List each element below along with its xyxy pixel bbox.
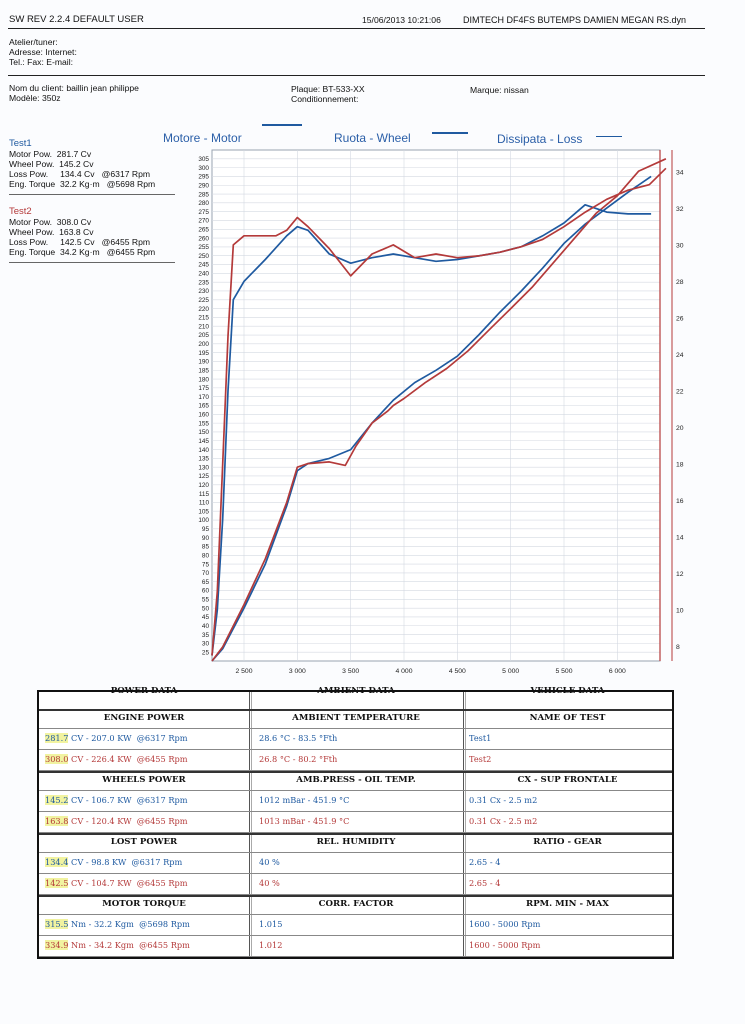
highlighted-value: 142.5 [45,878,69,888]
table-cell-ambient: 40 % [259,878,280,888]
y2-tick-label: 14 [676,534,684,542]
value-detail: CV - 120.4 KW @6455 Rpm [68,816,188,826]
y-tick-label: 270 [198,217,209,225]
highlighted-value: 134.4 [45,857,69,867]
y-tick-label: 40 [201,622,209,630]
table-column-heading: VEHICLE DATA [530,686,605,695]
y-tick-label: 35 [201,631,209,639]
y-tick-label: 85 [201,543,209,551]
table-cell-ambient: 1013 mBar - 451.9 °C [259,816,350,826]
y-tick-label: 210 [198,323,209,331]
results-table [37,686,674,959]
table-cell-ambient: 1012 mBar - 451.9 °C [259,795,350,805]
table-cell-ambient: 26.8 °C - 80.2 °Fth [259,754,338,764]
y2-tick-label: 24 [676,351,684,359]
summary-row: Loss Pow. 142.5 Cv @6455 Rpm [9,237,151,247]
x-tick-label: 4 500 [448,668,466,675]
atelier-line-1: Atelier/tuner: [9,37,58,47]
table-cell-ambient: 28.6 °C - 83.5 °Fth [259,733,338,743]
legend-motor: Motore - Motor [163,131,242,145]
value-detail: CV - 207.0 KW @6317 Rpm [68,733,188,743]
summary-row: Wheel Pow. 163.8 Cv [9,227,94,237]
row-rule [39,833,672,835]
y-tick-label: 90 [201,534,209,542]
table-cell-vehicle: 2.65 - 4 [469,857,501,867]
row-rule [39,728,672,729]
column-separator [463,692,466,957]
table-cell-vehicle: 1600 - 5000 Rpm [469,919,541,929]
row-rule [39,790,672,791]
y-tick-label: 100 [198,517,209,525]
y2-tick-label: 12 [676,570,684,578]
header-right: DIMTECH DF4FS BUTEMPS DAMIEN MEGAN RS.dyn [463,15,687,25]
row-rule [39,895,672,897]
y-tick-label: 165 [198,402,209,410]
section-header: WHEELS POWER [102,775,186,785]
y-tick-label: 70 [201,570,209,578]
section-header: AMBIENT TEMPERATURE [292,713,420,723]
column-separator [249,692,252,957]
y-tick-label: 175 [198,385,209,393]
y-tick-label: 115 [198,490,209,498]
x-tick-label: 4 000 [395,668,413,675]
y-tick-label: 170 [198,393,209,401]
client-conditioning: Conditionnement: [291,94,359,104]
y-tick-label: 140 [198,446,209,454]
table-cell-value [45,940,190,950]
y-tick-label: 185 [198,367,209,375]
y-tick-label: 135 [198,455,209,463]
client-name: Nom du client: baillin jean philippe [9,83,139,93]
x-tick-label: 6 000 [608,668,626,675]
value-detail: Nm - 32.2 Kgm @5698 Rpm [68,919,190,929]
table-cell-vehicle: 1600 - 5000 Rpm [469,940,541,950]
section-header: MOTOR TORQUE [102,899,186,909]
y-tick-label: 80 [201,552,209,560]
y-tick-label: 295 [198,173,209,181]
table-cell-value [45,857,182,867]
y-tick-label: 255 [198,244,209,252]
y-tick-label: 300 [198,164,209,172]
section-header: RATIO - GEAR [533,837,602,847]
y2-tick-label: 30 [676,242,684,250]
y2-tick-label: 34 [676,169,684,177]
y2-tick-label: 20 [676,424,684,432]
section-header: CX - SUP FRONTALE [517,775,618,785]
table-cell-ambient: 40 % [259,857,280,867]
atelier-line-2: Adresse: Internet: [9,47,77,57]
table-cell-vehicle: 2.65 - 4 [469,878,501,888]
row-rule [39,873,672,874]
y-tick-label: 235 [198,279,209,287]
row-rule [39,852,672,853]
section-header: RPM. MIN - MAX [526,899,609,909]
table-cell-value [45,795,188,805]
row-rule [39,749,672,750]
value-detail: CV - 104.7 KW @6455 Rpm [68,878,188,888]
value-detail: Nm - 34.2 Kgm @6455 Rpm [68,940,190,950]
y-tick-label: 105 [198,508,209,516]
x-tick-label: 3 500 [342,668,360,675]
row-rule [39,914,672,915]
table-cell-ambient: 1.015 [259,919,283,929]
summary-title: Test1 [9,138,32,149]
table-cell-value [45,733,188,743]
y-tick-label: 25 [201,649,209,657]
y-tick-label: 220 [198,305,209,313]
summary-row: Wheel Pow. 145.2 Cv [9,159,94,169]
y2-tick-label: 18 [676,461,684,469]
y-tick-label: 280 [198,200,209,208]
y-tick-label: 225 [198,296,209,304]
y-tick-label: 260 [198,235,209,243]
y-tick-label: 60 [201,587,209,595]
y-tick-label: 150 [198,429,209,437]
section-header: CORR. FACTOR [318,899,394,909]
y-tick-label: 275 [198,208,209,216]
highlighted-value: 163.8 [45,816,69,826]
summary-title: Test2 [9,206,32,217]
y2-tick-label: 8 [676,643,680,651]
y-tick-label: 95 [201,526,209,534]
y-tick-label: 125 [198,473,209,481]
row-rule [39,956,672,957]
section-header: NAME OF TEST [529,713,606,723]
y-tick-label: 265 [198,226,209,234]
summary-row: Motor Pow. 308.0 Cv [9,217,92,227]
y-tick-label: 130 [198,464,209,472]
y-tick-label: 195 [198,349,209,357]
y-tick-label: 245 [198,261,209,269]
y-tick-label: 215 [198,314,209,322]
y-tick-label: 240 [198,270,209,278]
table-cell-value [45,919,190,929]
y2-tick-label: 28 [676,278,684,286]
table-cell-ambient: 1.012 [259,940,283,950]
table-column-heading: AMBIENT DATA [317,686,395,695]
y-tick-label: 110 [198,499,209,507]
y-tick-label: 190 [198,358,209,366]
summary-row: Motor Pow. 281.7 Cv [9,149,92,159]
highlighted-value: 334.9 [45,940,69,950]
highlighted-value: 308.0 [45,754,69,764]
y-tick-label: 155 [198,420,209,428]
y-tick-label: 200 [198,341,209,349]
y-tick-label: 45 [201,614,209,622]
y-tick-label: 290 [198,182,209,190]
y-tick-label: 305 [198,156,209,164]
value-detail: CV - 106.7 KW @6317 Rpm [68,795,188,805]
y-tick-label: 180 [198,376,209,384]
table-cell-value [45,878,188,888]
legend-wheel: Ruota - Wheel [334,131,411,145]
section-header: LOST POWER [110,837,178,847]
summary-row: Eng. Torque 32.2 Kg·m @5698 Rpm [9,179,156,189]
section-header: AMB.PRESS - OIL TEMP. [296,775,416,785]
atelier-line-3: Tel.: Fax: E-mail: [9,57,73,67]
y-tick-label: 55 [201,596,209,604]
y-tick-label: 285 [198,191,209,199]
y-tick-label: 50 [201,605,209,613]
y-tick-label: 250 [198,252,209,260]
header-left: SW REV 2.2.4 DEFAULT USER [9,14,144,25]
table-cell-vehicle: 0.31 Cx - 2.5 m2 [469,816,538,826]
legend-loss: Dissipata - Loss [497,132,583,146]
y2-tick-label: 22 [676,388,684,396]
highlighted-value: 315.5 [45,919,69,929]
client-brand: Marque: nissan [470,85,529,95]
row-rule [39,709,672,711]
table-cell-vehicle: Test2 [469,754,492,764]
table-cell-value [45,816,188,826]
x-tick-label: 3 000 [288,668,306,675]
y-tick-label: 145 [198,437,209,445]
table-cell-vehicle: 0.31 Cx - 2.5 m2 [469,795,538,805]
y-tick-label: 230 [198,288,209,296]
y2-tick-label: 26 [676,315,684,323]
y-tick-label: 120 [198,481,209,489]
table-column-heading: POWER DATA [110,686,178,695]
section-header: REL. HUMIDITY [316,837,396,847]
highlighted-value: 281.7 [45,733,69,743]
y2-tick-label: 16 [676,497,684,505]
client-model: Modèle: 350z [9,93,61,103]
y-tick-label: 160 [198,411,209,419]
value-detail: CV - 98.8 KW @6317 Rpm [68,857,183,867]
client-plate: Plaque: BT-533-XX [291,84,365,94]
x-tick-label: 5 000 [502,668,520,675]
table-cell-value [45,754,188,764]
table-cell-vehicle: Test1 [469,733,492,743]
y-tick-label: 205 [198,332,209,340]
row-rule [39,771,672,773]
section-header: ENGINE POWER [103,713,185,723]
y-tick-label: 65 [201,578,209,586]
y2-tick-label: 32 [676,205,684,213]
summary-row: Loss Pow. 134.4 Cv @6317 Rpm [9,169,151,179]
x-tick-label: 2 500 [235,668,253,675]
y-tick-label: 75 [201,561,209,569]
y2-tick-label: 10 [676,607,684,615]
summary-row: Eng. Torque 34.2 Kg·m @6455 Rpm [9,247,156,257]
highlighted-value: 145.2 [45,795,69,805]
x-tick-label: 5 500 [555,668,573,675]
y-tick-label: 30 [201,640,209,648]
row-rule [39,811,672,812]
header-datetime: 15/06/2013 10:21:06 [362,15,441,25]
value-detail: CV - 226.4 KW @6455 Rpm [68,754,188,764]
row-rule [39,935,672,936]
